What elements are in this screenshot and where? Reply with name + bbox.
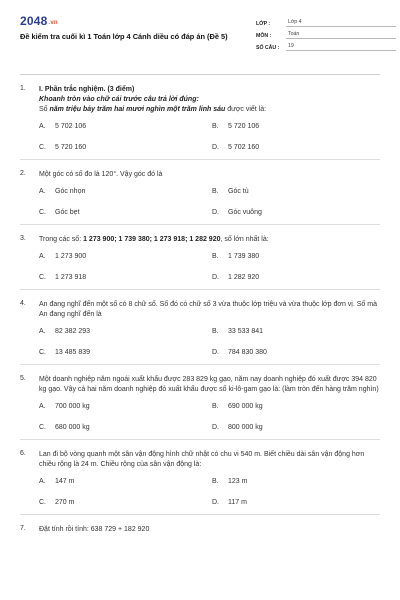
question-number: 3. xyxy=(20,235,26,242)
option-letter: B. xyxy=(212,188,219,195)
header xyxy=(20,14,380,66)
option-text: 690 000 kg xyxy=(228,403,263,410)
option-letter: A. xyxy=(39,253,46,260)
meta-value: Toán xyxy=(286,31,396,39)
option-text: 147 m xyxy=(55,478,75,485)
option-d[interactable] xyxy=(212,144,385,151)
text-bold: 1 273 900; 1 739 380; 1 273 918; 1 282 920 xyxy=(83,236,221,243)
question-number: 2. xyxy=(20,170,26,177)
option-letter: C. xyxy=(39,209,46,216)
option-letter: A. xyxy=(39,403,46,410)
exam-meta xyxy=(256,16,396,52)
prompt-pre: Số xyxy=(39,106,50,113)
option-letter: A. xyxy=(39,188,46,195)
options xyxy=(39,403,380,431)
meta-subject xyxy=(256,28,396,39)
option-d[interactable] xyxy=(212,424,385,431)
question-number: 5. xyxy=(20,375,26,382)
option-letter: C. xyxy=(39,499,46,506)
option-text: 1 273 918 xyxy=(55,274,87,281)
option-c[interactable] xyxy=(39,209,212,216)
option-c[interactable] xyxy=(39,274,212,281)
question-text: Lan đi bộ vòng quanh một sân vận động hình chữ nhật có chu vi 540 m. Biết chiều dài sân vận động hơn chiều rộng là 24 m. Chiều rộng của sân vận động là: xyxy=(39,451,365,468)
option-a[interactable] xyxy=(39,478,212,485)
meta-count xyxy=(256,40,396,51)
question-number: 4. xyxy=(20,300,26,307)
option-letter: B. xyxy=(212,123,219,130)
question-number: 6. xyxy=(20,450,26,457)
question-2 xyxy=(20,160,380,225)
option-letter: D. xyxy=(212,349,219,356)
section-heading: I. Phần trắc nghiệm. (3 điểm) xyxy=(39,86,135,93)
question-6 xyxy=(20,440,380,515)
question-3 xyxy=(20,225,380,290)
option-text: 5 720 106 xyxy=(228,123,260,130)
option-a[interactable] xyxy=(39,188,212,195)
option-letter: C. xyxy=(39,274,46,281)
option-text: 5 702 106 xyxy=(55,123,87,130)
question-number: 7. xyxy=(20,525,26,532)
option-c[interactable] xyxy=(39,349,212,356)
option-text: 1 282 920 xyxy=(228,274,260,281)
option-c[interactable] xyxy=(39,144,212,151)
question-7 xyxy=(20,515,380,543)
option-letter: D. xyxy=(212,499,219,506)
question-text: An đang nghĩ đến một số có 8 chữ số. Số đó có chữ số 3 vừa thuộc lớp triệu và vừa thuộc lớp đơn vị. Số mà An đang nghĩ đến là xyxy=(39,301,377,318)
prompt-bold: năm triệu bảy trăm hai mươi nghìn một trăm linh sáu xyxy=(49,106,226,113)
option-letter: D. xyxy=(212,209,219,216)
option-d[interactable] xyxy=(212,499,385,506)
option-letter: D. xyxy=(212,424,219,431)
options xyxy=(39,188,380,216)
option-text: Góc nhọn xyxy=(55,188,86,195)
option-text: 82 382 293 xyxy=(55,328,91,335)
option-text: 700 000 kg xyxy=(55,403,90,410)
option-letter: A. xyxy=(39,328,46,335)
option-b[interactable] xyxy=(212,188,385,195)
question-prompt xyxy=(39,105,380,115)
option-b[interactable] xyxy=(212,253,385,260)
option-d[interactable] xyxy=(212,349,385,356)
options xyxy=(39,478,380,506)
meta-value: Lớp 4 xyxy=(286,19,396,27)
option-d[interactable] xyxy=(212,274,385,281)
option-letter: C. xyxy=(39,424,46,431)
option-text: 1 273 900 xyxy=(55,253,87,260)
option-text: Góc tù xyxy=(228,188,249,195)
question-text: Một góc có số đo là 120°. Vậy góc đó là xyxy=(39,171,163,178)
question-text: Một doanh nghiệp năm ngoái xuất khẩu được 283 829 kg gạo, năm nay doanh nghiệp đó xuất được 394 820 kg gạo. Vậy cả hai năm doanh nghiệp đó xuất khẩu được số ki-lô-gam gạo là: (làm tròn đến hàng trăm nghìn) xyxy=(39,376,379,393)
meta-value: 19 xyxy=(286,43,396,51)
option-letter: B. xyxy=(212,328,219,335)
option-b[interactable] xyxy=(212,403,385,410)
option-text: Góc vuông xyxy=(228,209,262,216)
option-b[interactable] xyxy=(212,328,385,335)
option-a[interactable] xyxy=(39,123,212,130)
question-1 xyxy=(20,75,380,160)
option-a[interactable] xyxy=(39,253,212,260)
option-text: 270 m xyxy=(55,499,75,506)
option-letter: D. xyxy=(212,144,219,151)
question-4 xyxy=(20,290,380,365)
option-c[interactable] xyxy=(39,424,212,431)
question-text: Đặt tính rồi tính: 638 729 + 182 920 xyxy=(39,526,150,533)
question-text xyxy=(39,235,380,245)
logo-main: 2048 xyxy=(20,14,48,28)
option-text: 117 m xyxy=(228,499,247,506)
option-letter: B. xyxy=(212,403,219,410)
question-instruction: Khoanh tròn vào chữ cái trước câu trả lời đúng: xyxy=(39,96,199,103)
meta-label: MÔN : xyxy=(256,33,272,39)
meta-class xyxy=(256,16,396,27)
option-letter: A. xyxy=(39,123,46,130)
option-text: 680 000 kg xyxy=(55,424,90,431)
option-c[interactable] xyxy=(39,499,212,506)
option-letter: B. xyxy=(212,478,219,485)
option-text: 13 485 839 xyxy=(55,349,91,356)
question-5 xyxy=(20,365,380,440)
option-letter: B. xyxy=(212,253,219,260)
option-text: 5 720 160 xyxy=(55,144,87,151)
question-number: 1. xyxy=(20,85,26,92)
logo-suffix: .vn xyxy=(48,20,58,26)
option-text: 800 000 kg xyxy=(228,424,263,431)
meta-label: SỐ CÂU : xyxy=(256,45,280,51)
option-text: Góc bẹt xyxy=(55,209,80,216)
option-a[interactable] xyxy=(39,328,212,335)
text-post: , số lớn nhất là: xyxy=(220,236,269,243)
page-title: Đề kiểm tra cuối kì 1 Toán lớp 4 Cánh diều có đáp án (Đề 5) xyxy=(20,32,228,41)
options xyxy=(39,328,380,356)
options xyxy=(39,253,380,281)
option-text: 5 702 160 xyxy=(228,144,260,151)
option-text: 123 m xyxy=(228,478,248,485)
option-text: 1 739 380 xyxy=(228,253,260,260)
question-text xyxy=(39,85,380,95)
text-pre: Trong các số: xyxy=(39,236,84,243)
option-text: 33 533 841 xyxy=(228,328,264,335)
option-d[interactable] xyxy=(212,209,385,216)
meta-label: LỚP : xyxy=(256,21,271,27)
option-letter: C. xyxy=(39,349,46,356)
option-b[interactable] xyxy=(212,478,385,485)
options xyxy=(39,123,380,151)
prompt-post: được viết là: xyxy=(225,106,267,113)
option-a[interactable] xyxy=(39,403,212,410)
option-text: 784 830 380 xyxy=(228,349,267,356)
option-letter: A. xyxy=(39,478,46,485)
option-letter: D. xyxy=(212,274,219,281)
option-letter: C. xyxy=(39,144,46,151)
option-b[interactable] xyxy=(212,123,385,130)
